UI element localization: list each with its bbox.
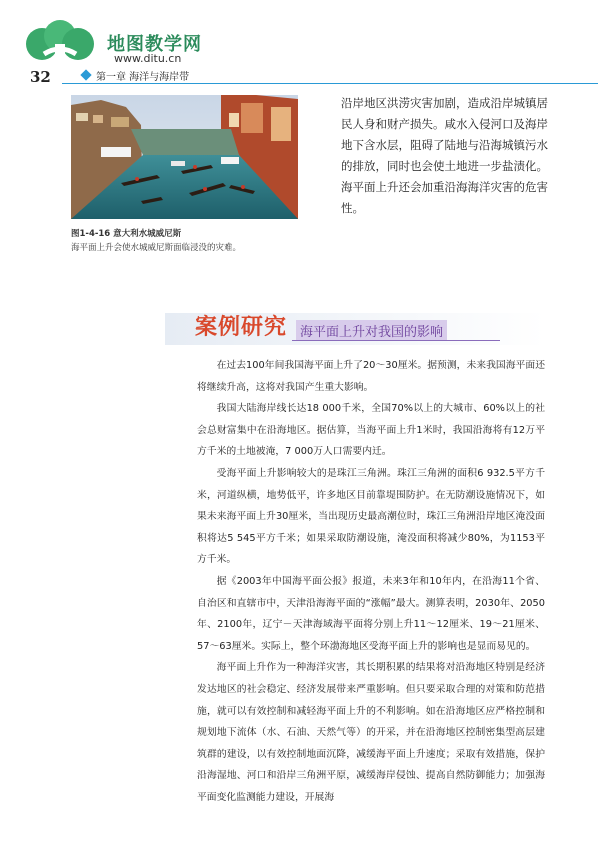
body-paragraph: 在过去100年间我国海平面上升了20～30厘米。据预测，未来我国海平面还将继续升高，这将对我国产生重大影响。 bbox=[197, 360, 545, 393]
tree-logo-icon bbox=[20, 20, 100, 72]
case-study-subtitle: 海平面上升对我国的影响 bbox=[296, 320, 447, 341]
subtitle-underline bbox=[292, 340, 500, 341]
site-title: 地图教学网 bbox=[107, 34, 202, 55]
figure-caption bbox=[71, 227, 311, 255]
caption-title: 图1-4-16 意大利水城威尼斯 bbox=[71, 229, 182, 239]
caption-text: 海平面上升会使水城威尼斯面临浸没的灾难。 bbox=[71, 243, 242, 253]
body-paragraph: 受海平面上升影响较大的是珠江三角洲。珠江三角洲的面积6 932.5平方千米，河道纵横，地势低平，许多地区目前靠堤围防护。在无防潮设施情况下，如果未来海平面上升30厘米，当出现历史最高潮位时，珠江三角洲沿岸地区淹没面积将达5 545平方千米；如果采取防潮设施，淹没面积将减少80%，为1153平方千米。 bbox=[197, 467, 545, 566]
side-paragraph: 沿岸地区洪涝灾害加剧，造成沿岸城镇居民人身和财产损失。咸水入侵河口及海岸地下含水层，阻碍了陆地与沿海城镇污水的排放，同时也会使土地进一步盐渍化。海平面上升还会加重沿海海洋灾害的危害性。 bbox=[341, 96, 548, 215]
body-paragraph: 据《2003年中国海平面公报》报道，未来3年和10年内，在沿海11个省、自治区和直辖市中，天津沿海海平面的“涨幅”最大。测算表明，2030年、2050年、2100年，辽宁－天津海域海平面将分别上升11～12厘米、19～21厘米、57～63厘米。实际上，整个环渤海地区受海平面上升的影响也是显而易见的。 bbox=[197, 575, 545, 652]
case-study-title: 案例研究 bbox=[195, 315, 288, 340]
chapter-title: 第一章 海洋与海岸带 bbox=[96, 72, 190, 83]
site-url: www.ditu.cn bbox=[114, 52, 182, 65]
header-divider bbox=[62, 83, 598, 84]
body-paragraph: 海平面上升作为一种海洋灾害，其长期积累的结果将对沿海地区特别是经济发达地区的社会稳定、经济发展带来严重影响。但只要采取合理的对策和防范措施，就可以有效控制和减轻海平面上升的不利影响。如在沿海地区应严格控制和规划地下流体（水、石油、天然气等）的开采，并在沿海地区控制密集型高层建筑群的建设，以有效控制地面沉降，减缓海平面上升速度；采取有效措施，保护沿海湿地、河口和沿岸三角洲平原，减缓海岸侵蚀、提高自然防御能力；加强海平面变化监测能力建设，开展海 bbox=[197, 662, 545, 803]
body-paragraph: 我国大陆海岸线长达18 000千米，全国70%以上的大城市、60%以上的社会总财富集中在沿海地区。据估算，当海平面上升1米时，我国沿海将有12万平方千米的土地被淹，7 000万人口需要内迁。 bbox=[197, 403, 545, 458]
venice-photo bbox=[71, 95, 298, 219]
case-study-body bbox=[197, 355, 545, 808]
page-number: 32 bbox=[30, 68, 51, 86]
